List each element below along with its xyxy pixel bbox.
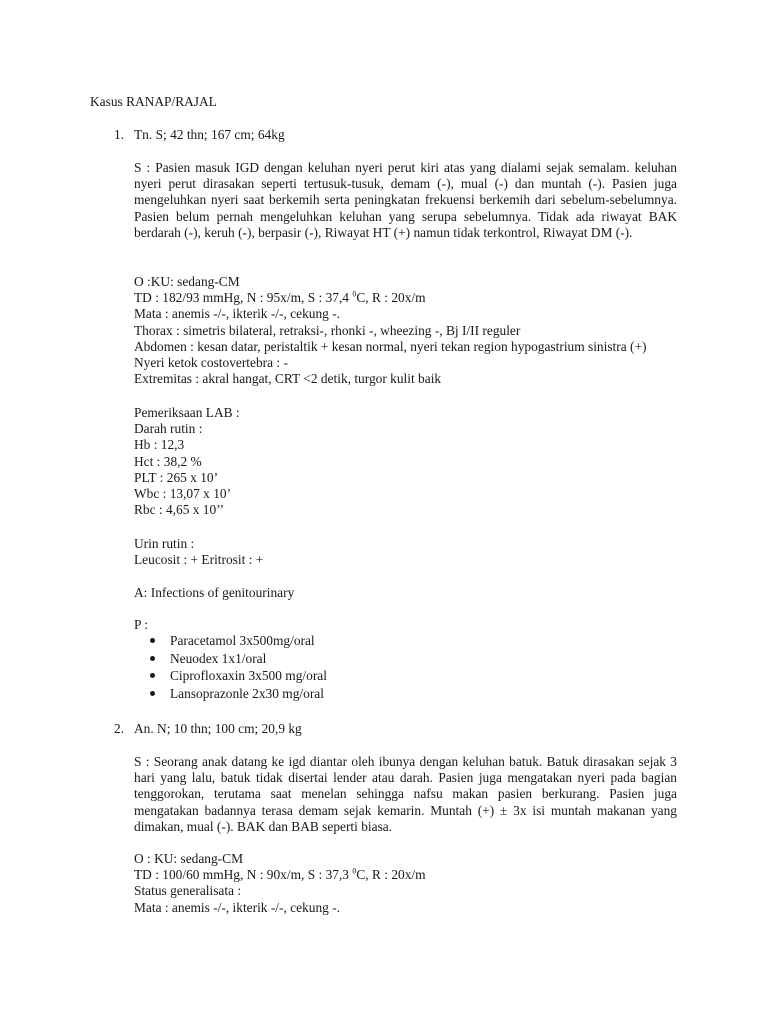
objective-status: Status generalisata :: [134, 883, 242, 899]
objective-extremitas: Extremitas : akral hangat, CRT <2 detik, turgor kulit baik: [134, 371, 442, 387]
plan-item: Paracetamol 3x500mg/oral: [150, 633, 327, 651]
objective-abdomen: Abdomen : kesan datar, peristaltik + kesan normal, nyeri tekan region hypogastrium sinistra (+): [134, 338, 647, 354]
case-1-assessment: A: Infections of genitourinary: [134, 585, 295, 600]
lab-rbc: Rbc : 4,65 x 10’’: [134, 502, 225, 518]
case-1-objective: [134, 274, 677, 387]
case-1-number: 1.: [114, 127, 125, 142]
case-2-header: An. N; 10 thn; 100 cm; 20,9 kg: [134, 721, 302, 736]
plan-item: Neuodex 1x1/oral: [150, 651, 327, 669]
lab-hct: Hct : 38,2 %: [134, 453, 202, 469]
case-1-urin: [134, 536, 677, 568]
case-1-plan-heading: P :: [134, 617, 149, 632]
objective-vitals: TD : 182/93 mmHg, N : 95x/m, S : 37,4 $^0$C, R : 20x/m: [134, 289, 426, 306]
document-title: Kasus RANAP/RAJAL: [90, 94, 217, 109]
lab-hb: Hb : 12,3: [134, 437, 185, 453]
bullet-icon: [150, 656, 155, 661]
bullet-icon: [150, 638, 155, 643]
case-1-plan-list: [150, 633, 327, 703]
lab-leucosit: Leucosit : + Eritrosit : +: [134, 552, 264, 568]
objective-nyeri: Nyeri ketok costovertebra : -: [134, 355, 288, 371]
objective-vitals: TD : 100/60 mmHg, N : 90x/m, S : 37,3 $^0$C, R : 20x/m: [134, 866, 426, 883]
case-1-subjective: S : Pasien masuk IGD dengan keluhan nyeri perut kiri atas yang dialami sejak semalam. keluhan nyeri perut dirasakan seperti tertusuk-tusuk, demam (-), mual (-) dan muntah (-). Pasien juga mengeluhkan nyeri saat berkemih serta peningkatan frekuensi berkemih dari sebelum-sebelumnya. Pasien belum pernah mengeluhkan keluhan yang serupa sebelumnya. Tidak ada riwayat BAK berdarah (-), keruh (-), berpasir (-), Riwayat HT (+) namun tidak terkontrol, Riwayat DM (-).: [134, 160, 677, 240]
case-2-subjective: S : Seorang anak datang ke igd diantar oleh ibunya dengan keluhan batuk. Batuk dirasakan sejak 3 hari yang lalu, batuk tidak disertai lender atau darah. Pasien juga mengatakan nyeri pada bagian tenggorokan, terutama saat menelan sehingga nafsu makan pasien berkurang. Pasien juga mengatakan badannya terasa demam sejak kemarin. Muntah (+) ± 3x isi muntah makanan yang dimakan, mual (-). BAK dan BAB seperti biasa.: [134, 754, 677, 834]
objective-mata: Mata : anemis -/-, ikterik -/-, cekung -.: [134, 306, 340, 322]
objective-thorax: Thorax : simetris bilateral, retraksi-, rhonki -, wheezing -, Bj I/II reguler: [134, 322, 521, 338]
lab-urin: Urin rutin :: [134, 536, 195, 551]
bullet-icon: [150, 691, 155, 696]
bullet-icon: [150, 673, 155, 678]
lab-heading: Pemeriksaan LAB :: [134, 405, 240, 420]
lab-plt: PLT : 265 x 10’: [134, 469, 219, 485]
case-2-objective: [134, 851, 677, 916]
case-2-number: 2.: [114, 721, 125, 736]
plan-item: Lansoprazonle 2x30 mg/oral: [150, 686, 327, 704]
plan-item: Ciprofloxaxin 3x500 mg/oral: [150, 668, 327, 686]
objective-ku: O :KU: sedang-CM: [134, 274, 240, 289]
lab-darah: Darah rutin :: [134, 421, 203, 437]
objective-mata: Mata : anemis -/-, ikterik -/-, cekung -.: [134, 899, 340, 915]
case-1-header: Tn. S; 42 thn; 167 cm; 64kg: [134, 127, 285, 142]
case-1-lab: [134, 405, 677, 518]
lab-wbc: Wbc : 13,07 x 10’: [134, 486, 232, 502]
objective-ku: O : KU: sedang-CM: [134, 851, 243, 866]
